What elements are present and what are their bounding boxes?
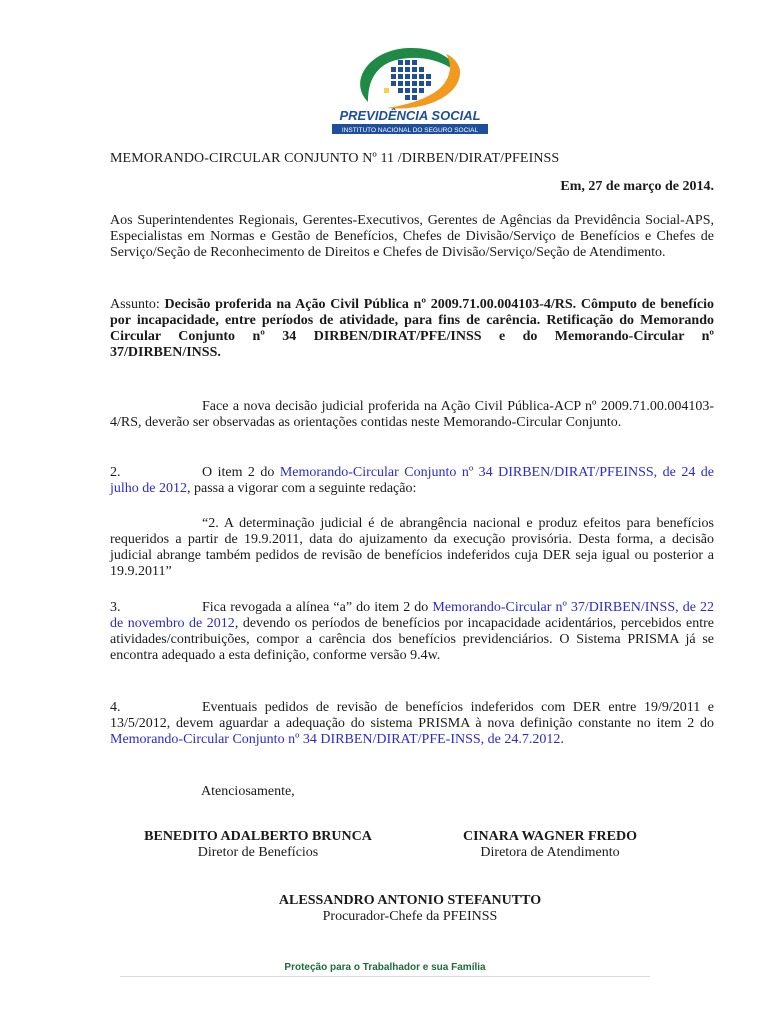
paragraph-3 (110, 600, 714, 664)
memo-title: MEMORANDO-CIRCULAR CONJUNTO Nº 11 /DIRBEN/DIRAT/PFEINSS (110, 151, 560, 166)
paragraph-text: , devendo os períodos de benefícios por incapacidade acidentários, percebidos entre atividades/contribuições, compor a carência dos benefícios previdenciários. O Sistema PRISMA já se encontra adequado a esta definição, conforme versão 9.4w. (110, 616, 714, 663)
paragraph-text: Eventuais pedidos de revisão de benefícios indeferidos com DER entre 19/9/2011 e 13/5/2012, devem aguardar a adequação do sistema PRISMA à nova definição constante no item 2 do (110, 700, 714, 731)
footer-slogan: Proteção para o Trabalhador e sua Família (284, 962, 486, 973)
signer-name: CINARA WAGNER FREDO (463, 829, 637, 844)
subject-text: Decisão proferida na Ação Civil Pública nº 2009.71.00.004103-4/RS. Cômputo de benefício por incapacidade, entre períodos de atividade, para fins de carência. Retificação do Memorando Circular Conjunto nº 34 DIRBEN/DIRAT/PFE/INSS e do Memorando-Circular nº 37/DIRBEN/INSS. (110, 297, 715, 360)
previdencia-social-logo (328, 38, 492, 136)
signer-name: BENEDITO ADALBERTO BRUNCA (144, 829, 372, 844)
memo-34-link[interactable]: Memorando-Circular Conjunto nº 34 DIRBEN/DIRAT/PFEINSS, de 24 de julho de 2012 (110, 465, 714, 496)
subject-paragraph (110, 297, 714, 361)
signer-name: ALESSANDRO ANTONIO STEFANUTTO (278, 893, 542, 908)
paragraph-number: 3. (110, 600, 121, 615)
signature-block (232, 893, 588, 925)
footer-divider (120, 976, 650, 977)
paragraph-text: O item 2 do (202, 465, 280, 480)
memo-34-link[interactable]: Memorando-Circular Conjunto nº 34 DIRBEN/DIRAT/PFE-INSS, de 24.7.2012 (110, 732, 561, 747)
memo-date: Em, 27 de março de 2014. (560, 179, 714, 194)
paragraph-4 (110, 700, 714, 748)
paragraph-text: , passa a vigorar com a seguinte redação: (187, 481, 417, 496)
signature-block (428, 829, 672, 861)
subject-label: Assunto: (110, 297, 165, 312)
paragraph-number: 4. (110, 700, 121, 715)
signer-role: Diretor de Benefícios (197, 845, 319, 860)
addressees-paragraph: Aos Superintendentes Regionais, Gerentes-Executivos, Gerentes de Agências da Previdência Social-APS, Especialistas em Normas e Gestão de Benefícios, Chefes de Divisão/Serviço de Benefícios e Chefes de Serviço/Seção de Reconhecimento de Direitos e Chefes de Divisão/Serviço/Seção de Atendimento. (110, 213, 714, 260)
paragraph-2 (110, 465, 714, 497)
signer-role: Procurador-Chefe da PFEINSS (322, 909, 498, 924)
closing-salutation: Atenciosamente, (201, 784, 295, 799)
paragraph-text: Fica revogada a alínea “a” do item 2 do (202, 600, 433, 615)
paragraph-number: 2. (110, 465, 121, 480)
paragraph-1: Face a nova decisão judicial proferida na Ação Civil Pública-ACP nº 2009.71.00.004103-4/RS, deverão ser observadas as orientações contidas neste Memorando-Circular Conjunto. (110, 399, 714, 430)
svg-text:INSTITUTO NACIONAL DO SEGURO S: INSTITUTO NACIONAL DO SEGURO SOCIAL (341, 127, 479, 134)
quoted-text: “2. A determinação judicial é de abrangência nacional e produz efeitos para benefícios requeridos a partir de 19.9.2011, data do ajuizamento da execução provisória. Desta forma, a decisão judicial abrange também pedidos de revisão de benefícios indeferidos cuja DER seja igual ou posterior a 19.9.2011” (110, 516, 714, 579)
signature-block (118, 829, 398, 861)
signer-role: Diretora de Atendimento (480, 845, 620, 860)
memo-37-link[interactable]: Memorando-Circular nº 37/DIRBEN/INSS, de 22 de novembro de 2012 (110, 600, 714, 631)
logo-emblem-icon (328, 38, 492, 136)
svg-text:PREVIDÊNCIA SOCIAL: PREVIDÊNCIA SOCIAL (339, 108, 481, 123)
paragraph-text: . (560, 732, 564, 747)
